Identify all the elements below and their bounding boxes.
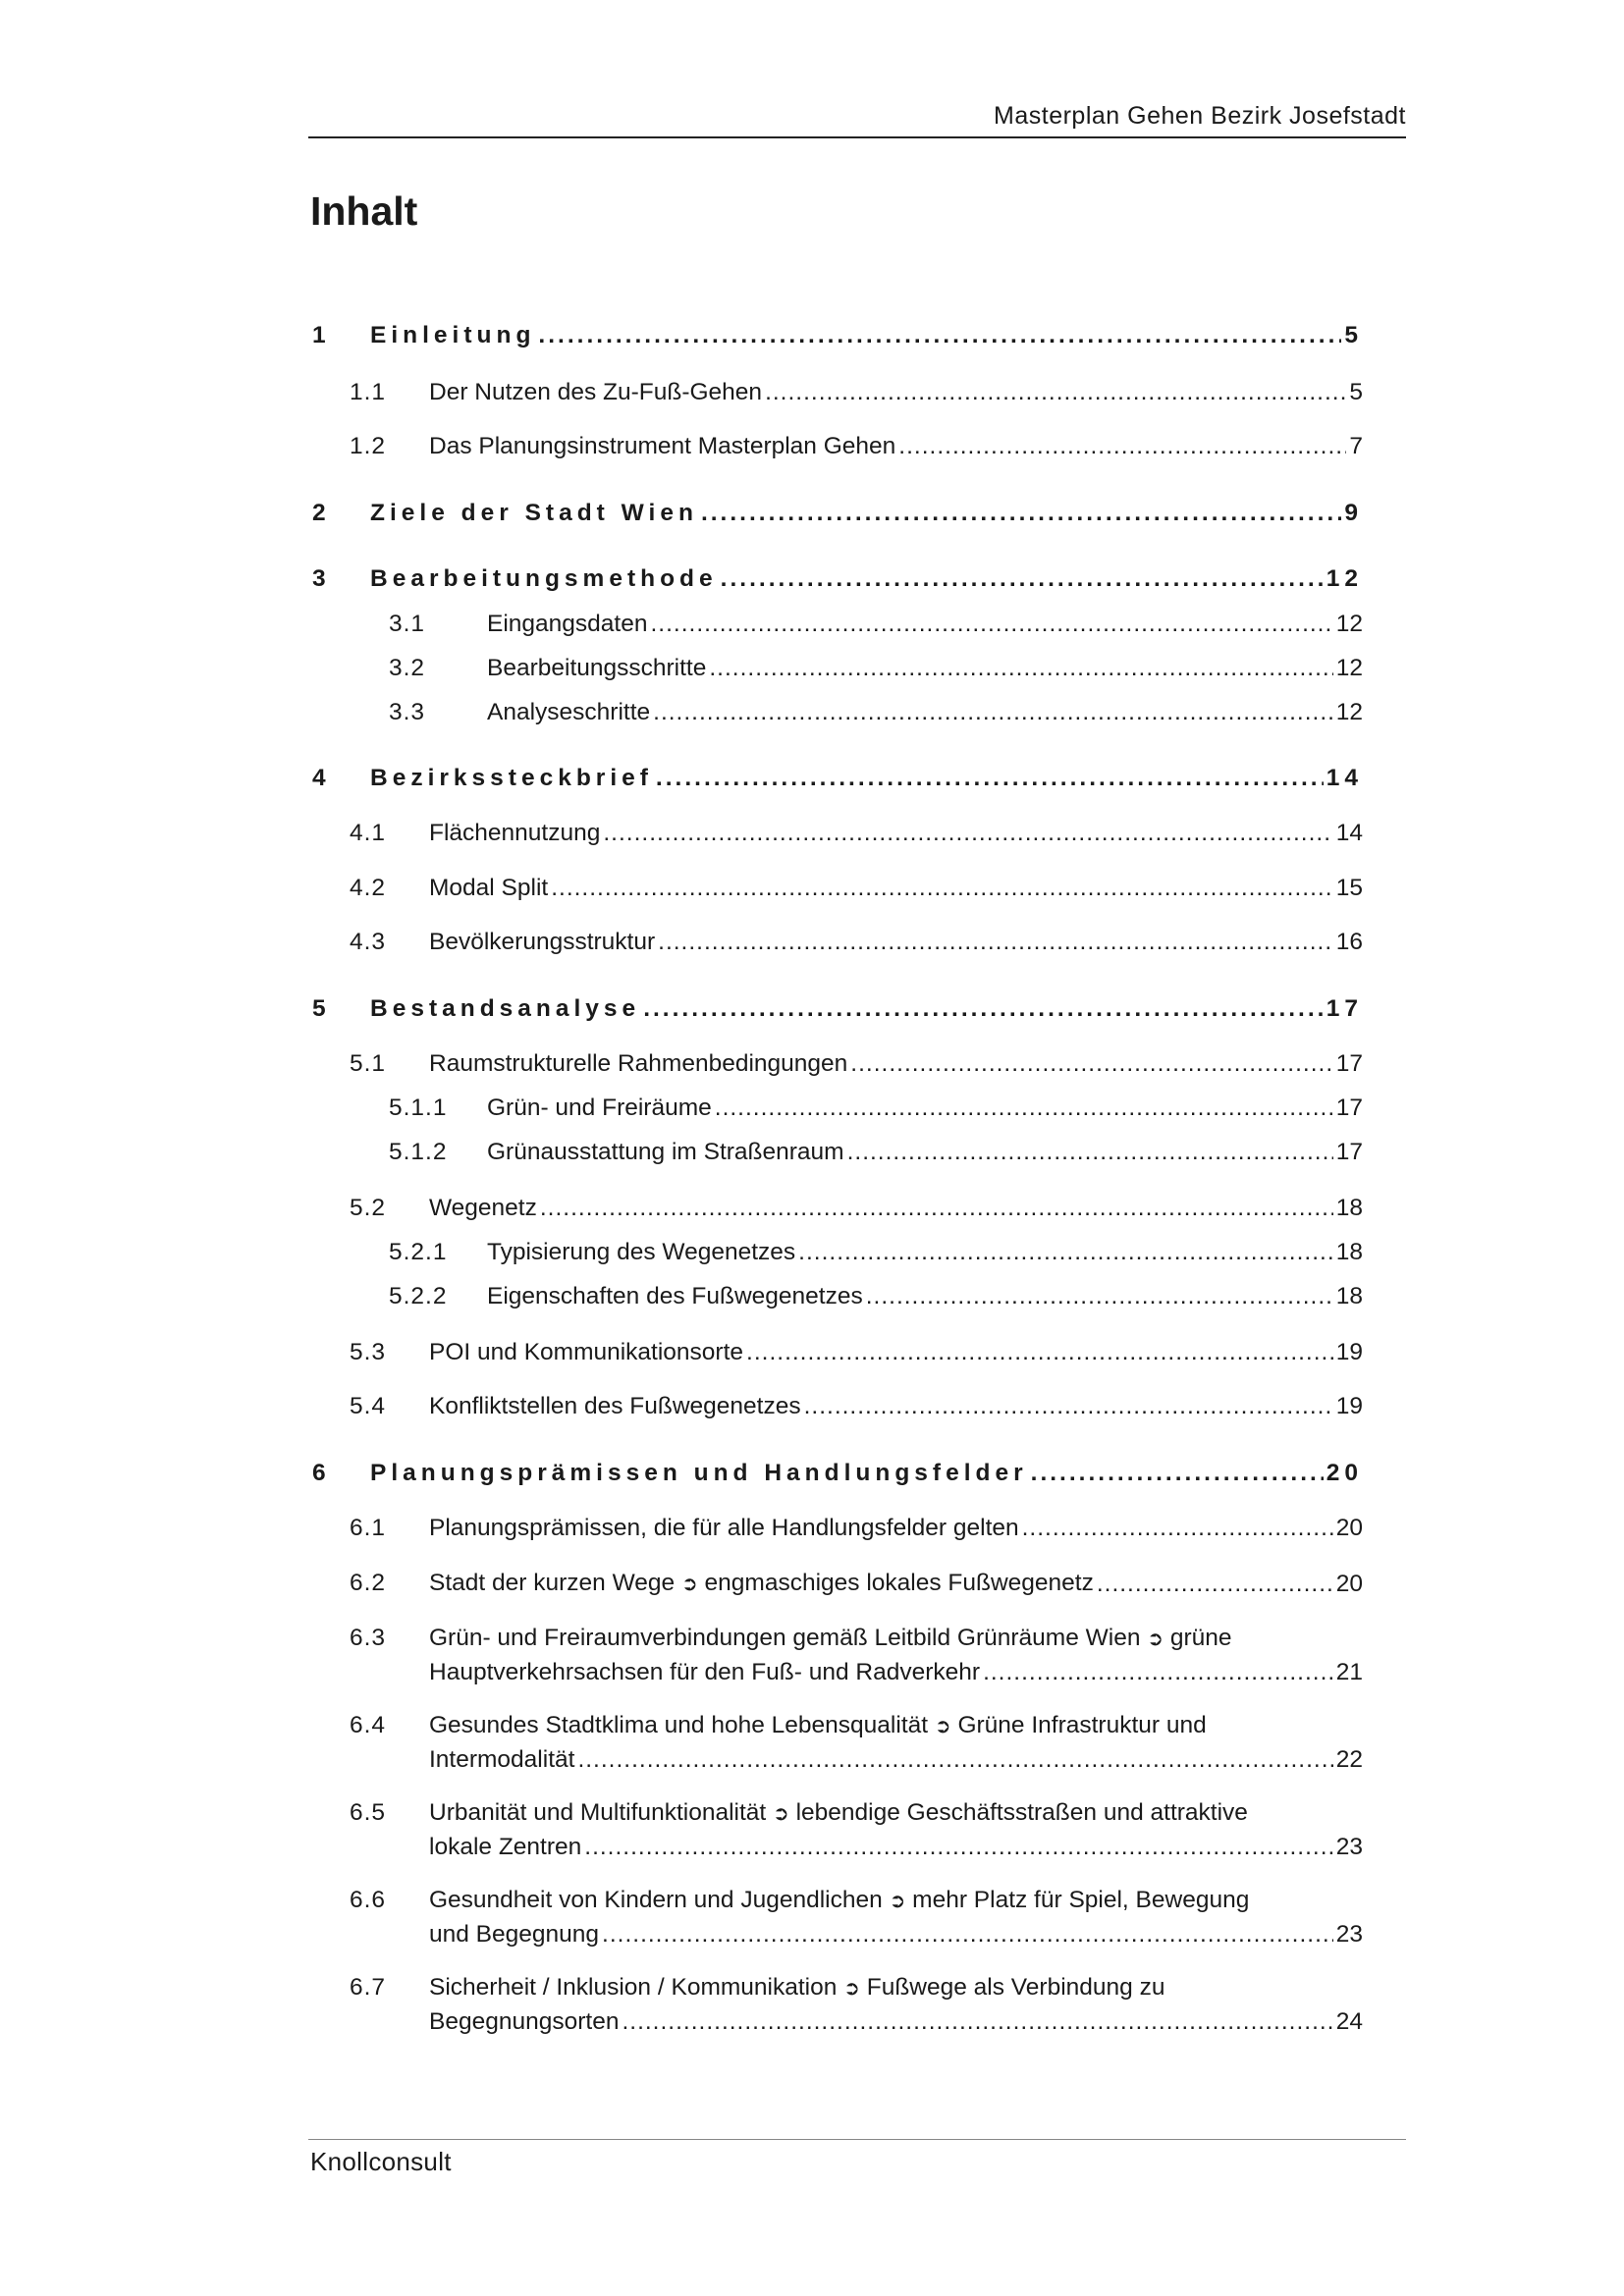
toc-number: 6.1 [350, 1515, 387, 1541]
toc-title-continued: mehr Platz für Spiel, Bewegung [912, 1887, 1250, 1913]
toc-number: 3 [312, 565, 326, 592]
leader-dots [701, 497, 1341, 530]
toc-title: POI und Kommunikationsorte [429, 1339, 744, 1365]
leader-dots [804, 1390, 1333, 1423]
toc-page-number: 16 [1335, 929, 1363, 955]
toc-page-number: 18 [1335, 1283, 1363, 1309]
toc-title: Bearbeitungsschritte [487, 655, 707, 681]
toc-page-number: 17 [1335, 1095, 1363, 1121]
leader-dots [765, 376, 1346, 409]
toc-page-number: 18 [1335, 1195, 1363, 1221]
toc-title: Grün- und Freiraumverbindungen gemäß Leitbild Grünräume Wien [429, 1625, 1141, 1651]
leader-dots [650, 608, 1332, 641]
arrow-icon: ➲ [680, 1574, 698, 1595]
toc-number: 5.2.2 [389, 1283, 448, 1309]
toc-number: 6.2 [350, 1570, 387, 1596]
toc-title-line2: Intermodalität [429, 1746, 575, 1773]
toc-number: 1.1 [350, 379, 387, 405]
toc-page-number: 21 [1335, 1659, 1363, 1685]
toc-title: Gesundes Stadtklima und hohe Lebensqualität [429, 1712, 929, 1738]
toc-number: 4.2 [350, 875, 387, 901]
toc-number: 5.1.1 [389, 1095, 448, 1121]
toc-title: Bearbeitungsmethode [370, 565, 718, 592]
toc-page-number: 14 [1326, 765, 1363, 791]
leader-dots [709, 652, 1332, 685]
leader-dots [721, 562, 1324, 596]
toc-page-number: 12 [1335, 699, 1363, 725]
toc-page-number: 12 [1335, 611, 1363, 637]
toc-title: Eigenschaften des Fußwegenetzes [487, 1283, 863, 1309]
leader-dots [622, 2005, 1332, 2039]
toc-number: 1.2 [350, 433, 387, 459]
toc-number: 5.2 [350, 1195, 387, 1221]
toc-page-number: 18 [1335, 1239, 1363, 1265]
footer-rule [308, 2139, 1406, 2140]
toc-title-line2: Hauptverkehrsachsen für den Fuß- und Radverkehr [429, 1659, 981, 1685]
toc-title: Urbanität und Multifunktionalität [429, 1799, 767, 1826]
leader-dots [540, 1192, 1333, 1225]
toc-page-number: 17 [1335, 1050, 1363, 1077]
toc-number: 6 [312, 1460, 326, 1486]
toc-number: 2 [312, 500, 326, 526]
toc-title-continued: Grüne Infrastruktur und [957, 1712, 1207, 1738]
toc-title-line2: Begegnungsorten [429, 2008, 620, 2035]
toc-page-number: 9 [1344, 500, 1363, 526]
arrow-icon: ➲ [1147, 1629, 1164, 1650]
toc-title-continued: lebendige Geschäftsstraßen und attraktive [795, 1799, 1248, 1826]
leader-dots [658, 926, 1333, 959]
toc-title: Modal Split [429, 875, 549, 901]
arrow-icon: ➲ [934, 1716, 951, 1737]
toc-page-number: 17 [1326, 995, 1363, 1022]
header-rule [308, 136, 1406, 138]
toc-number: 5.2.1 [389, 1239, 448, 1265]
leader-dots [1022, 1512, 1333, 1545]
arrow-icon: ➲ [889, 1891, 906, 1912]
header-title: Masterplan Gehen Bezirk Josefstadt [994, 102, 1406, 130]
toc-page-number: 5 [1344, 322, 1363, 348]
toc-page-number: 19 [1335, 1393, 1363, 1419]
toc-title: Flächennutzung [429, 820, 601, 846]
toc-number: 5 [312, 995, 326, 1022]
toc-number: 5.4 [350, 1393, 387, 1419]
toc-number: 1 [312, 322, 326, 348]
toc-title-continued: engmaschiges lokales Fußwegenetz [704, 1570, 1094, 1596]
toc-title: Das Planungsinstrument Masterplan Gehen [429, 433, 896, 459]
toc-number: 4.3 [350, 929, 387, 955]
leader-dots [798, 1236, 1333, 1269]
toc-title: Bezirkssteckbrief [370, 765, 653, 791]
toc-title-line2: lokale Zentren [429, 1834, 582, 1860]
toc-number: 6.5 [350, 1799, 387, 1826]
leader-dots [653, 696, 1333, 729]
toc-title: Planungsprämissen und Handlungsfelder [370, 1460, 1028, 1486]
leader-dots [603, 817, 1332, 850]
leader-dots [551, 872, 1333, 905]
toc-number: 3.2 [389, 655, 426, 681]
toc-page-number: 19 [1335, 1339, 1363, 1365]
toc-title-continued: grüne [1169, 1625, 1232, 1651]
footer-company: Knollconsult [310, 2147, 452, 2176]
toc-title: Raumstrukturelle Rahmenbedingungen [429, 1050, 848, 1077]
toc-title: Sicherheit / Inklusion / Kommunikation [429, 1974, 838, 2001]
toc-title-continued: Fußwege als Verbindung zu [866, 1974, 1165, 2001]
leader-dots [602, 1918, 1333, 1951]
toc-title: Der Nutzen des Zu-Fuß-Gehen [429, 379, 763, 405]
toc-title: Planungsprämissen, die für alle Handlungsfelder gelten [429, 1515, 1019, 1541]
toc-number: 6.6 [350, 1887, 387, 1913]
toc-title-line2: und Begegnung [429, 1921, 600, 1948]
toc-page-number: 17 [1335, 1139, 1363, 1165]
toc-page-number: 5 [1349, 379, 1363, 405]
toc-number: 4.1 [350, 820, 387, 846]
toc-title: Einleitung [370, 322, 536, 348]
toc-number: 5.3 [350, 1339, 387, 1365]
leader-dots [584, 1831, 1332, 1864]
toc-title: Stadt der kurzen Wege [429, 1570, 676, 1596]
leader-dots [643, 992, 1324, 1026]
toc-page-number: 22 [1335, 1746, 1363, 1773]
toc-page-number: 12 [1326, 565, 1363, 592]
toc-title: Analyseschritte [487, 699, 651, 725]
leader-dots [983, 1656, 1333, 1689]
toc-page-number: 20 [1335, 1571, 1363, 1597]
leader-dots [1097, 1568, 1333, 1601]
toc-title: Grünausstattung im Straßenraum [487, 1139, 844, 1165]
toc-number: 4 [312, 765, 326, 791]
toc-page-number: 24 [1335, 2008, 1363, 2035]
toc-title: Grün- und Freiräume [487, 1095, 712, 1121]
leader-dots [1031, 1457, 1324, 1490]
toc-number: 6.7 [350, 1974, 387, 2001]
toc-page-number: 20 [1335, 1515, 1363, 1541]
toc-number: 6.3 [350, 1625, 387, 1651]
page-title: Inhalt [310, 188, 418, 234]
toc-page-number: 7 [1349, 433, 1363, 459]
toc-title: Konfliktstellen des Fußwegenetzes [429, 1393, 801, 1419]
arrow-icon: ➲ [843, 1978, 860, 2000]
toc-page-number: 14 [1335, 820, 1363, 846]
toc-number: 3.1 [389, 611, 426, 637]
toc-title: Gesundheit von Kindern und Jugendlichen [429, 1887, 883, 1913]
toc-number: 5.1 [350, 1050, 387, 1077]
toc-title: Bestandsanalyse [370, 995, 641, 1022]
toc-number: 6.4 [350, 1712, 387, 1738]
toc-title: Bevölkerungsstruktur [429, 929, 656, 955]
toc-title: Eingangsdaten [487, 611, 648, 637]
toc-title: Typisierung des Wegenetzes [487, 1239, 796, 1265]
leader-dots [898, 430, 1346, 463]
toc-number: 5.1.2 [389, 1139, 448, 1165]
leader-dots [538, 319, 1341, 352]
leader-dots [577, 1743, 1332, 1777]
leader-dots [866, 1280, 1333, 1313]
toc-page-number: 23 [1335, 1921, 1363, 1948]
toc-page-number: 12 [1335, 655, 1363, 681]
leader-dots [847, 1136, 1333, 1169]
arrow-icon: ➲ [773, 1803, 789, 1825]
leader-dots [715, 1092, 1333, 1125]
toc-number: 3.3 [389, 699, 426, 725]
leader-dots [746, 1336, 1333, 1369]
toc-title: Ziele der Stadt Wien [370, 500, 698, 526]
leader-dots [850, 1047, 1332, 1081]
leader-dots [656, 762, 1324, 795]
toc-title: Wegenetz [429, 1195, 537, 1221]
toc-page-number: 20 [1326, 1460, 1363, 1486]
toc-page-number: 15 [1335, 875, 1363, 901]
toc-page-number: 23 [1335, 1834, 1363, 1860]
